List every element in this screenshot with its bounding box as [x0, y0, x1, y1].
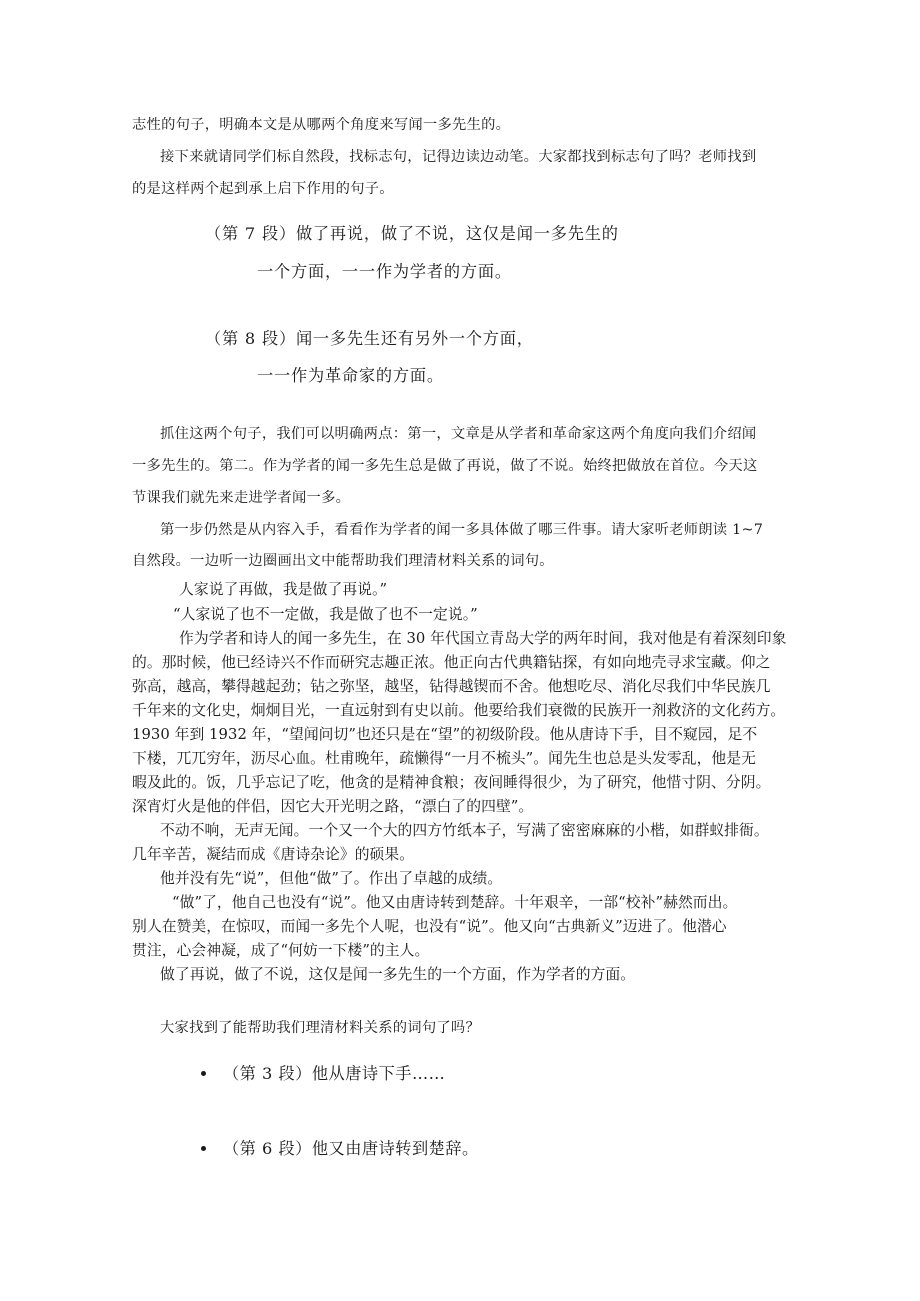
excerpt-line: “人家说了也不一定做，我是做了也不一定说。” — [173, 606, 478, 623]
intro-line: 志性的句子，明确本文是从哪两个角度来写闻一多先生的。 — [132, 117, 511, 133]
paragraph-line: 第一步仍然是从内容入手，看看作为学者的闻一多具体做了哪三件事。请大家听老师朗读 1~7 — [160, 522, 764, 538]
excerpt-line: 贯注，心会神凝，成了“何妨一下楼”的主人。 — [132, 942, 430, 959]
excerpt-line: 别人在赞美，在惊叹，而闻一多先个人呢，也没有“说”。他又向“古典新义”迈进了。他潜心 — [132, 918, 727, 935]
bullet-text: （第 6 段）他又由唐诗转到楚辞。 — [223, 1139, 479, 1158]
excerpt-line: 1930 年到 1932 年，“望闻问切”也还只是在“望”的初级阶段。他从唐诗下手，目不窥园，足不 — [132, 726, 758, 743]
bullet-icon — [201, 1071, 206, 1076]
excerpt-line: 他并没有先“说”，但他“做”了。作出了卓越的成绩。 — [160, 870, 503, 887]
key-sentence-line: 一一作为革命家的方面。 — [257, 366, 444, 385]
excerpt-line: 几年辛苦，凝结而成《唐诗杂论》的硕果。 — [132, 846, 415, 863]
excerpt-line: 深宵灯火是他的伴侣，因它大开光明之路，“漂白了的四壁”。 — [132, 798, 534, 815]
question-line: 大家找到了能帮助我们理清材料关系的词句了吗？ — [160, 1020, 481, 1036]
paragraph-line: 自然段。一边听一边圈画出文中能帮助我们理清材料关系的词句。 — [132, 553, 554, 569]
paragraph-line: 抓住这两个句子，我们可以明确两点：第一，文章是从学者和革命家这两个角度向我们介绍闻 — [160, 426, 757, 442]
key-sentence-line: 一个方面，一一作为学者的方面。 — [257, 262, 512, 281]
excerpt-line: 的。那时候，他已经诗兴不作而研究志趣正浓。他正向古代典籍钻探，有如向地壳寻求宝藏。仰之 — [132, 654, 771, 671]
excerpt-line: 作为学者和诗人的闻一多先生，在 30 年代国立青岛大学的两年时间，我对他是有着深刻印象 — [179, 630, 787, 647]
excerpt-line: 人家说了再做，我是做了再说。” — [179, 581, 388, 598]
bullet-icon — [201, 1146, 206, 1151]
paragraph-line: 接下来就请同学们标自然段，找标志句，记得边读边动笔。大家都找到标志句了吗？老师找到 — [160, 149, 757, 165]
paragraph-line: 节课我们就先来走进学者闻一多。 — [132, 490, 351, 506]
excerpt-line: “做”了，他自己也没有“说”。他又由唐诗转到楚辞。十年艰辛，一部“校补”赫然而出。 — [172, 894, 738, 911]
excerpt-line: 暇及此的。饭，几乎忘记了吃，他贪的是精神食粮；夜间睡得很少，为了研究，他惜寸阴、分阴。 — [132, 774, 771, 791]
excerpt-line: 不动不响，无声无闻。一个又一个大的四方竹纸本子，写满了密密麻麻的小楷，如群蚁排衙。 — [160, 822, 769, 839]
excerpt-line: 弥高，越高，攀得越起劲；钻之弥坚，越坚，钻得越锲而不舍。他想吃尽、消化尽我们中华民族几 — [132, 678, 771, 695]
excerpt-line: 做了再说，做了不说，这仅是闻一多先生的一个方面，作为学者的方面。 — [160, 966, 636, 983]
key-sentence-line: （第 8 段）闻一多先生还有另外一个方面， — [205, 329, 534, 348]
key-sentence-line: （第 7 段）做了再说，做了不说，这仅是闻一多先生的 — [205, 224, 619, 243]
excerpt-line: 下楼，兀兀穷年，沥尽心血。杜甫晚年，疏懒得“一月不梳头”。闻先生也总是头发零乱，他是无 — [132, 750, 756, 767]
paragraph-line: 一多先生的。第二。作为学者的闻一多先生总是做了再说，做了不说。始终把做放在首位。今天这 — [132, 458, 758, 474]
bullet-text: （第 3 段）他从唐诗下手…… — [223, 1064, 446, 1083]
paragraph-line: 的是这样两个起到承上启下作用的句子。 — [132, 181, 394, 197]
excerpt-line: 千年来的文化史，炯炯目光，一直远射到有史以前。他要给我们衰微的民族开一剂救济的文化药方。 — [132, 702, 786, 719]
